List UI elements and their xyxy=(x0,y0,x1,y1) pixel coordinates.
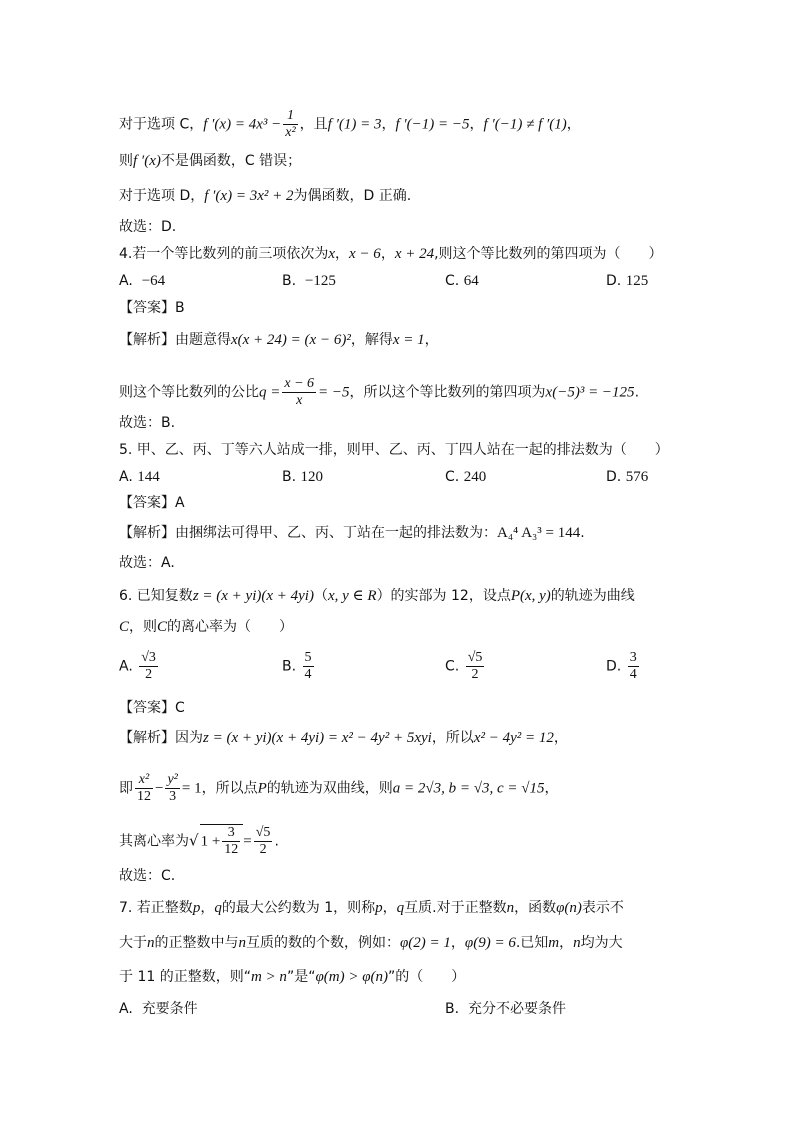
text: ,则这个等比数列的第四项为（ ） xyxy=(434,246,663,262)
formula: x xyxy=(328,246,336,262)
formula: f ′(x) xyxy=(133,153,161,169)
q4-option-d xyxy=(606,272,648,290)
answer-choice-line: 故选：D. xyxy=(119,219,177,235)
option-value: 144 xyxy=(137,469,160,485)
formula: x(x + 24) = (x − 6)² xyxy=(231,332,351,348)
option-letter: B. xyxy=(282,658,297,675)
option-letter: C. xyxy=(445,469,460,485)
formula: φ(n) xyxy=(556,900,582,916)
formula: f ′(x) = 3x² + 2 xyxy=(204,188,294,204)
formula: f ′(1) = 3 xyxy=(327,116,382,133)
question-7-line-3 xyxy=(119,968,465,986)
text: 对于选项 C， xyxy=(119,116,204,133)
q6-solution-line-3 xyxy=(119,824,279,858)
formula: A₄⁴ A₃³ = 144 xyxy=(497,525,581,541)
numerator: √5 xyxy=(255,825,271,840)
text: ，所以点 xyxy=(201,780,258,797)
formula: C xyxy=(157,619,168,635)
answer-choice-line: 故选：B. xyxy=(119,415,176,431)
radicand xyxy=(200,824,244,858)
minus-sign: − xyxy=(155,780,164,797)
text: 其离心率为 xyxy=(119,833,189,850)
formula: m xyxy=(548,935,560,951)
q6-option-a xyxy=(119,650,160,683)
formula: φ(9) = 6 xyxy=(464,935,516,951)
text: ， xyxy=(335,246,350,262)
formula: = −5 xyxy=(318,384,350,401)
text: ， xyxy=(553,730,568,746)
text: . xyxy=(580,525,585,541)
text: 于 11 的正整数，则“ xyxy=(119,969,251,985)
option-letter: A. xyxy=(119,1001,133,1017)
option-letter: B. xyxy=(282,469,297,485)
option-letter: D. xyxy=(606,658,622,675)
formula: p xyxy=(192,900,201,916)
fraction xyxy=(135,772,153,805)
text: ”是“ xyxy=(286,969,316,985)
text: ， xyxy=(381,116,396,133)
text: 大于 xyxy=(119,935,147,951)
text: . xyxy=(274,833,279,850)
text: ，所以 xyxy=(431,730,474,746)
option-letter: C. xyxy=(445,273,460,289)
denominator: 4 xyxy=(304,667,312,682)
formula: a = 2√3, b = √3, c = √15 xyxy=(392,780,545,797)
option-letter: B. xyxy=(445,1001,460,1017)
q7-option-a xyxy=(119,1000,198,1018)
option-value: −125 xyxy=(304,273,336,289)
formula: m > n xyxy=(250,969,287,985)
q6-option-c xyxy=(445,650,486,683)
option-letter: A. xyxy=(119,273,133,289)
fraction xyxy=(254,825,273,858)
q4-option-a xyxy=(119,272,165,290)
numerator: x − 6 xyxy=(284,376,315,391)
q6-solution-line-1 xyxy=(119,729,568,747)
option-letter: D. xyxy=(606,273,622,289)
denominator: 2 xyxy=(145,667,153,682)
formula: x − 6 xyxy=(349,246,381,262)
text: ， xyxy=(469,116,484,133)
formula: 1 + xyxy=(200,833,221,850)
answer-choice-line: 故选：C. xyxy=(119,868,176,884)
text: 6. 已知复数 xyxy=(119,588,193,604)
text: ， xyxy=(200,900,215,916)
denominator: 12 xyxy=(224,842,239,857)
question-7-line-2 xyxy=(119,934,623,952)
formula: n xyxy=(573,935,581,951)
question-6-line-1 xyxy=(119,587,635,605)
option-value: 125 xyxy=(625,273,649,289)
text: ，函数 xyxy=(514,900,557,916)
q4-option-c xyxy=(445,272,479,290)
text: ， xyxy=(380,246,395,262)
option-letter: B. xyxy=(282,273,297,289)
text: 的最大公约数为 1，则称 xyxy=(221,900,376,916)
numerator: x² xyxy=(135,772,153,789)
fraction xyxy=(283,108,297,141)
formula: P xyxy=(257,780,267,797)
fraction xyxy=(222,825,240,858)
text: ， xyxy=(544,780,559,797)
text: ， xyxy=(566,116,581,133)
text: ，则 xyxy=(129,619,158,635)
text: 表示不 xyxy=(581,900,624,916)
q5-option-a xyxy=(119,468,160,486)
q7-option-b xyxy=(445,1000,566,1018)
fraction xyxy=(282,376,316,409)
denominator: 3 xyxy=(169,789,177,804)
option-c-analysis-line xyxy=(119,108,581,141)
q4-solution-line-1 xyxy=(119,331,439,349)
option-letter: A. xyxy=(119,469,133,485)
option-value: 576 xyxy=(625,469,649,485)
option-value: 充分不必要条件 xyxy=(467,1001,566,1017)
denominator: 2 xyxy=(259,842,267,857)
radical-sign: √ xyxy=(189,831,199,850)
formula: p xyxy=(375,900,383,916)
q5-option-d xyxy=(606,468,648,486)
formula: n xyxy=(238,935,246,951)
text: 7. 若正整数 xyxy=(119,900,193,916)
formula: = 1 xyxy=(181,780,202,797)
formula: n xyxy=(506,900,515,916)
q5-option-c xyxy=(445,468,486,486)
formula: P(x, y) xyxy=(510,588,551,604)
text: . xyxy=(634,384,640,401)
text: （ xyxy=(313,588,328,604)
text: 的离心率为（ ） xyxy=(167,619,294,635)
numerator: 5 xyxy=(304,650,312,665)
q4-option-b xyxy=(282,272,336,290)
denominator: x² xyxy=(285,125,296,140)
text: ， xyxy=(559,935,574,951)
formula: q xyxy=(214,900,222,916)
question-7-line-1 xyxy=(119,899,624,917)
text: .已知 xyxy=(515,935,549,951)
question-6-line-2 xyxy=(119,618,293,636)
q4-solution-line-2 xyxy=(119,376,639,409)
q6-option-b xyxy=(282,650,316,683)
text: 的正整数中与 xyxy=(154,935,239,951)
question-4 xyxy=(119,245,663,263)
text: ，且 xyxy=(299,116,328,133)
q5-option-b xyxy=(282,468,323,486)
option-value: 120 xyxy=(300,469,324,485)
option-fraction xyxy=(139,650,158,683)
formula: x² − 4y² = 12 xyxy=(473,730,554,746)
q6-solution-line-2 xyxy=(119,772,559,805)
text: 【解析】因为 xyxy=(119,730,203,746)
option-letter: C. xyxy=(445,658,460,675)
formula: z = (x + yi)(x + 4yi) xyxy=(192,588,314,604)
formula: z = (x + yi)(x + 4yi) = x² − 4y² + 5xyi xyxy=(203,730,432,746)
q6-option-d xyxy=(606,650,641,683)
text: 互质.对于正整数 xyxy=(404,900,507,916)
q5-solution xyxy=(119,524,585,542)
formula: n xyxy=(147,935,155,951)
formula: φ(m) > φ(n) xyxy=(315,969,388,985)
text: ， xyxy=(450,935,465,951)
numerator: √3 xyxy=(141,650,156,665)
q4-answer: 【答案】B xyxy=(119,300,185,316)
option-letter: A. xyxy=(119,658,133,675)
option-d-line xyxy=(119,187,411,205)
option-fraction xyxy=(628,650,639,683)
question-5: 5. 甲、乙、丙、丁等六人站成一排，则甲、乙、丙、丁四人站在一起的排法数为（ ） xyxy=(119,442,669,458)
numerator: y² xyxy=(167,772,178,787)
text: ”的（ ） xyxy=(388,969,466,985)
denominator: x xyxy=(296,393,303,408)
formula: x, y ∈ R xyxy=(327,588,377,604)
formula: f ′(−1) = −5 xyxy=(395,116,470,133)
option-letter: D. xyxy=(606,469,622,485)
text: 则这个等比数列的公比 xyxy=(119,384,259,401)
text: 【解析】由题意得 xyxy=(119,332,231,348)
equals-sign: = xyxy=(243,833,252,850)
text: 互质的数的个数，例如： xyxy=(246,935,400,951)
text: 4.若一个等比数列的前三项依次为 xyxy=(119,246,329,262)
option-fraction xyxy=(303,650,314,683)
formula: f ′(−1) ≠ f ′(1) xyxy=(483,116,567,133)
fraction xyxy=(165,772,179,805)
text: 均为大 xyxy=(580,935,623,951)
text: 的轨迹为曲线 xyxy=(550,588,635,604)
denominator: 2 xyxy=(471,667,479,682)
formula: x(−5)³ = −125 xyxy=(545,384,635,401)
denominator: 12 xyxy=(137,789,151,804)
formula: q = xyxy=(259,384,281,401)
option-fraction xyxy=(466,650,485,683)
text: 不是偶函数，C 错误； xyxy=(160,153,302,169)
text: 【解析】由捆绑法可得甲、乙、丙、丁站在一起的排法数为： xyxy=(119,525,497,541)
formula: x + 24 xyxy=(394,246,435,262)
formula: f ′(x) = 4x³ − xyxy=(203,116,282,133)
text: ， xyxy=(424,332,439,348)
formula: x = 1 xyxy=(392,332,425,348)
answer-choice-line: 故选：A. xyxy=(119,555,175,571)
numerator: 3 xyxy=(629,650,637,665)
option-value: 240 xyxy=(463,469,487,485)
numerator: 1 xyxy=(283,108,297,125)
text: ）的实部为 12，设点 xyxy=(376,588,511,604)
text: ， xyxy=(382,900,397,916)
text: 对于选项 D， xyxy=(119,188,205,204)
text: 则 xyxy=(119,153,133,169)
formula: q xyxy=(396,900,405,916)
numerator: 3 xyxy=(222,825,240,842)
denominator: 4 xyxy=(629,667,637,682)
q6-answer: 【答案】C xyxy=(119,700,185,716)
option-value: 充要条件 xyxy=(141,1001,198,1017)
formula: C xyxy=(119,619,130,635)
option-c-conclusion-line xyxy=(119,152,301,170)
numerator: √5 xyxy=(467,650,483,665)
option-value: −64 xyxy=(141,273,166,289)
text: ，解得 xyxy=(350,332,393,348)
formula: φ(2) = 1 xyxy=(400,935,451,951)
text: 的轨迹为双曲线，则 xyxy=(266,780,393,797)
text: 为偶函数，D 正确. xyxy=(293,188,412,204)
text: 即 xyxy=(119,780,133,797)
text: ，所以这个等比数列的第四项为 xyxy=(349,384,546,401)
option-value: 64 xyxy=(463,273,479,289)
q5-answer: 【答案】A xyxy=(119,495,185,511)
